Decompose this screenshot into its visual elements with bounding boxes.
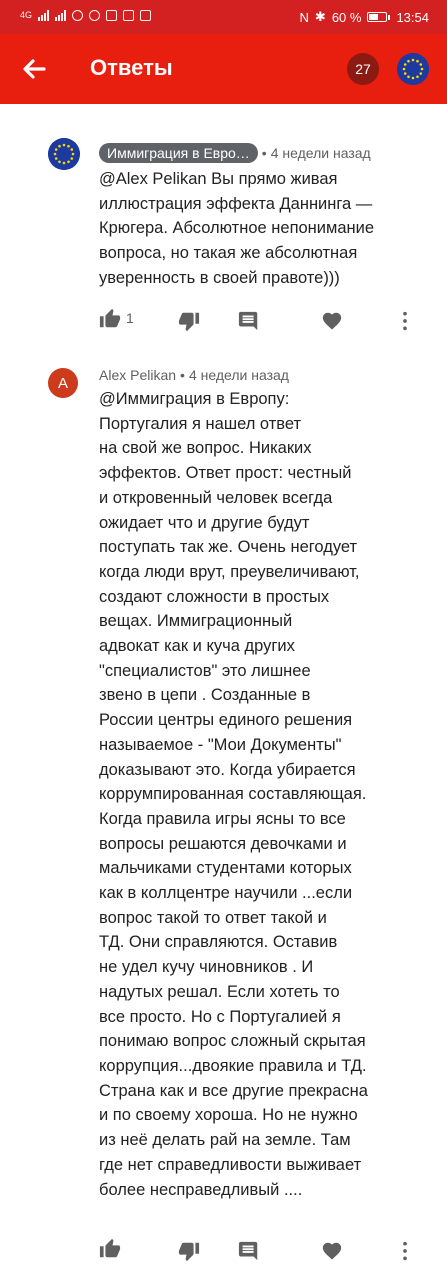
battery-icon (367, 12, 390, 22)
comment-icon (238, 1240, 260, 1262)
comment-time: 4 недели назад (188, 367, 289, 383)
like-button[interactable] (99, 1238, 121, 1260)
thumb-down-icon (178, 310, 200, 332)
like-button[interactable] (99, 308, 121, 330)
dislike-button[interactable] (178, 310, 200, 332)
reply-count-badge[interactable]: 27 (347, 53, 379, 85)
comment-actions (99, 1238, 419, 1262)
comment-actions (99, 308, 419, 332)
more-options-button[interactable] (394, 1240, 416, 1262)
status-left (20, 9, 151, 21)
bluetooth-icon: ✱ (314, 9, 326, 24)
thumb-up-icon (99, 308, 121, 330)
author-avatar[interactable] (48, 368, 78, 398)
facebook-icon (89, 10, 100, 21)
network-type: 4G (20, 10, 33, 20)
more-vert-icon (394, 310, 416, 332)
eu-flag-icon (48, 138, 80, 170)
heart-button[interactable] (321, 1240, 343, 1262)
whatsapp-icon (72, 10, 83, 21)
signal-2-icon (55, 9, 66, 21)
comment-icon (238, 310, 260, 332)
status-right (300, 9, 429, 25)
page-title: Ответы (90, 55, 173, 80)
thumb-up-icon (99, 1238, 121, 1260)
author-name[interactable]: Alex Pelikan (99, 367, 177, 383)
reply-button[interactable] (238, 1240, 260, 1262)
comment-text: @Иммиграция в Европу: Португалия я нашел ответ на свой же вопрос. Никаких эффектов. Ответ прост: честный и откровенный человек всегда ожидает что и другие будут поступать так же. Очень негодует когда люди врут, преувеличивают, создают сложности в простых вещах. Иммиграционный адвокат как и куча других "специалистов" это лишнее звено в цепи . Созданные в России центры единого решения называемое - "Мои Документы" доказывают это. Когда убирается коррумпированная составляющая. Когда правила игры ясны то все вопросы решаются девочками и мальчиками студентами которых как в коллцентре научили ...если вопрос такой то ответ такой и ТД. Они справляются. Оставив не удел кучу чиновников . И надутых решал. Если хотеть то все просто. Но с Португалией я понимаю вопрос сложный скрытая коррупция...двоякие правила и ТД. Страна как и все другие прекрасна и по своему хороша. Но не нужно из неё делать рай на земле. Там где нет справедливости выживает более несправедливый .... (99, 390, 368, 1199)
separator-dot: • (180, 367, 185, 383)
comment-time: 4 недели назад (270, 145, 371, 161)
slack-icon (106, 10, 117, 21)
gmail-icon (140, 10, 151, 21)
app-bar (0, 34, 447, 104)
account-avatar[interactable] (397, 53, 429, 85)
eu-flag-icon (397, 53, 429, 85)
comment-meta (99, 143, 371, 163)
separator-dot: • (261, 145, 267, 161)
battery-percent: 60 % (331, 9, 362, 25)
back-arrow-icon[interactable] (18, 53, 50, 85)
clock: 13:54 (396, 9, 429, 25)
comment-meta (99, 367, 289, 383)
heart-icon (321, 1240, 343, 1262)
more-vert-icon (394, 1240, 416, 1262)
nfc-icon: N (299, 9, 309, 25)
thumb-down-icon (178, 1240, 200, 1262)
heart-icon (321, 310, 343, 332)
signal-icon (38, 9, 49, 21)
channel-avatar[interactable] (48, 138, 80, 170)
avatar-initial: A (48, 368, 78, 398)
more-options-button[interactable] (394, 310, 416, 332)
heart-button[interactable] (321, 310, 343, 332)
reply-button[interactable] (238, 310, 260, 332)
status-bar (0, 0, 447, 34)
instagram-icon (123, 10, 134, 21)
author-chip[interactable]: Иммиграция в Евро… (99, 143, 258, 163)
dislike-button[interactable] (178, 1240, 200, 1262)
like-count: 1 (126, 310, 134, 326)
comment-text: @Alex Pelikan Вы прямо живая иллюстрация эффекта Даннинга — Крюгера. Абсолютное непонимание вопроса, но такая же абсолютная уверенность в своей правоте))) (99, 170, 375, 287)
